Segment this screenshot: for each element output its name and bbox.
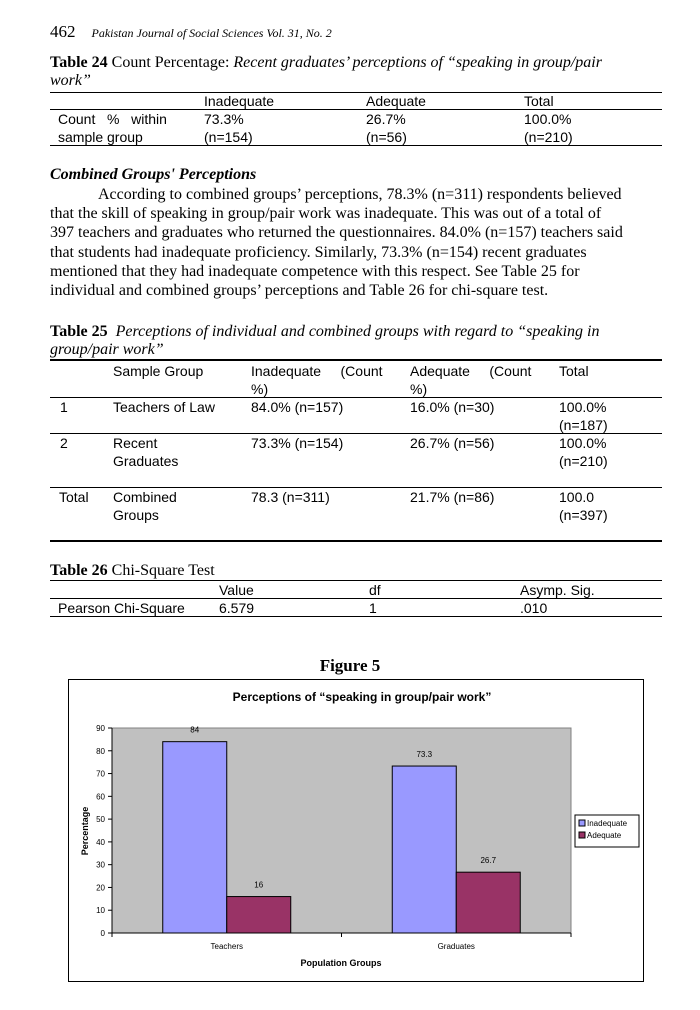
chart-legend [575,815,639,847]
table25-r1-inadequate: 84.0% (n=157) [251,399,344,415]
table24-inadequate-n: (n=154) [204,129,253,145]
table24-caption [50,54,662,72]
table24-total-n: (n=210) [524,129,573,145]
table24-caption-title-cont: work” [50,72,91,89]
y-tick-label: 50 [96,815,105,825]
table24-inadequate-pct: 73.3% [204,111,244,127]
y-tick-label: 20 [96,883,105,893]
table24-col-adequate: Adequate [366,93,426,109]
x-tick-label: Teachers [210,942,243,951]
table24-bottom-rule [50,145,662,146]
table24-label: Table 24 [50,54,108,71]
table24-adequate-n: (n=56) [366,129,407,145]
bar-data-label: 26.7 [480,856,497,866]
legend-label: Inadequate [587,819,628,828]
y-tick-label: 10 [96,906,105,916]
bar-adequate-teachers [227,897,291,933]
y-tick-label: 30 [96,860,105,870]
table25-r2-inadequate: 73.3% (n=154) [251,435,344,451]
paragraph-line: individual and combined groups’ perceptions and Table 26 for chi-square test. [50,282,549,300]
table24-caption-plain: Count Percentage: [111,54,230,71]
table25-r1-num: 1 [60,399,68,415]
table25-r2-total: 100.0% [559,435,607,451]
y-axis-label: Percentage [80,806,90,856]
chart-title: Perceptions of “speaking in group/pair work” [232,690,492,704]
y-tick-label: 80 [96,746,105,756]
table25-r1-total-n: (n=187) [559,417,608,433]
table25-bottom-rule [50,540,662,542]
table24-total-pct: 100.0% [524,111,572,127]
page-number: 462 [50,22,76,41]
y-tick-label: 60 [96,792,105,802]
table25-top-rule [50,359,662,361]
table26-h-df: df [369,582,381,598]
bar-data-label: 73.3 [416,750,433,760]
paragraph-line: According to combined groups’ perceptions, 78.3% (n=311) respondents believed [98,186,622,203]
bar-inadequate-graduates [392,766,456,933]
table24-caption-title: Recent graduates’ perceptions of “speaking in group/pair [233,54,602,71]
table25-r3-num: Total [59,489,89,505]
legend-label: Adequate [587,831,622,840]
section-heading: Combined Groups' Perceptions [50,166,257,183]
table24-row-label-cont: sample group [58,129,143,145]
table26-h-value: Value [219,582,254,598]
table24-caption-line2 [50,72,91,90]
table25-h-sample: Sample Group [113,363,204,379]
table25-caption [50,323,662,341]
bar-data-label: 84 [190,725,200,735]
table25-r3-adequate: 21.7% (n=86) [410,489,495,505]
table24-top-rule [50,92,662,93]
table26-caption-plain: Chi-Square Test [111,562,215,579]
bar-data-label: 16 [254,880,264,890]
table25-h-total: Total [559,363,589,379]
paragraph-line: that students had inadequate proficiency. Similarly, 73.3% (n=154) recent graduates [50,243,587,261]
y-tick-label: 40 [96,837,105,847]
table25-label: Table 25 [50,323,108,340]
table26-df: 1 [369,600,377,616]
x-tick-label: Graduates [437,942,475,951]
y-tick-label: 90 [96,724,105,733]
table25-caption-line2 [50,341,164,359]
table25-h-inadequate: Inadequate (Count [251,363,383,379]
table25-h-adequate: Adequate (Count [410,363,532,379]
table26-h-sig: Asymp. Sig. [520,582,595,598]
table25-r2-total-n: (n=210) [559,453,608,469]
table24-row-label: Count % within [58,111,167,127]
journal-title: Pakistan Journal of Social Sciences Vol. 31, No. 2 [91,26,332,40]
table24-col-inadequate: Inadequate [204,93,275,109]
table25-caption-title: Perceptions of individual and combined groups with regard to “speaking in [115,323,600,340]
table25-r2-group: Recent [113,435,158,451]
legend-swatch [579,820,585,826]
table25-r3-group-cont: Groups [113,507,159,523]
table25-r1-total: 100.0% [559,399,607,415]
table25-h-inadequate-cont: %) [251,381,269,397]
page-header [50,22,660,42]
paragraph-line: 397 teachers and graduates who returned the questionnaires. 84.0% (n=157) teachers said [50,224,623,242]
table26-sig: .010 [520,600,548,616]
table26-bottom-rule [50,616,662,617]
bar-inadequate-teachers [163,742,227,933]
table25-r1-adequate: 16.0% (n=30) [410,399,495,415]
paragraph-line: mentioned that they had inadequate competence with this respect. See Table 25 for [50,262,580,280]
section-paragraph [50,185,662,300]
table25-r3-total-n: (n=397) [559,507,608,523]
table25-r3-total: 100.0 [559,489,595,505]
y-tick-label: 0 [100,929,105,938]
table26-row-label: Pearson Chi-Square [58,600,185,616]
table25-h-adequate-cont: %) [410,381,428,397]
table25-r2-num: 2 [60,435,68,451]
table24-adequate-pct: 26.7% [366,111,406,127]
table25-r2-adequate: 26.7% (n=56) [410,435,495,451]
x-axis-label: Population Groups [300,958,382,968]
legend-swatch [579,832,585,838]
y-tick-label: 70 [96,769,105,779]
table25-r3-group: Combined [113,489,177,505]
table25-caption-title-cont: group/pair work” [50,341,164,358]
table26-label: Table 26 [50,562,108,579]
paragraph-line: that the skill of speaking in group/pair work was inadequate. This was out of a total of [50,205,602,223]
table26-value: 6.579 [219,600,255,616]
table26-caption [50,562,215,580]
table24-col-total: Total [524,93,554,109]
table25-r2-group-cont: Graduates [113,453,179,469]
bar-adequate-graduates [456,872,520,933]
figure-label: Figure 5 [319,656,381,675]
bar-chart [68,679,644,982]
table25-r3-inadequate: 78.3 (n=311) [251,489,330,505]
table25-r1-group: Teachers of Law [113,399,215,415]
